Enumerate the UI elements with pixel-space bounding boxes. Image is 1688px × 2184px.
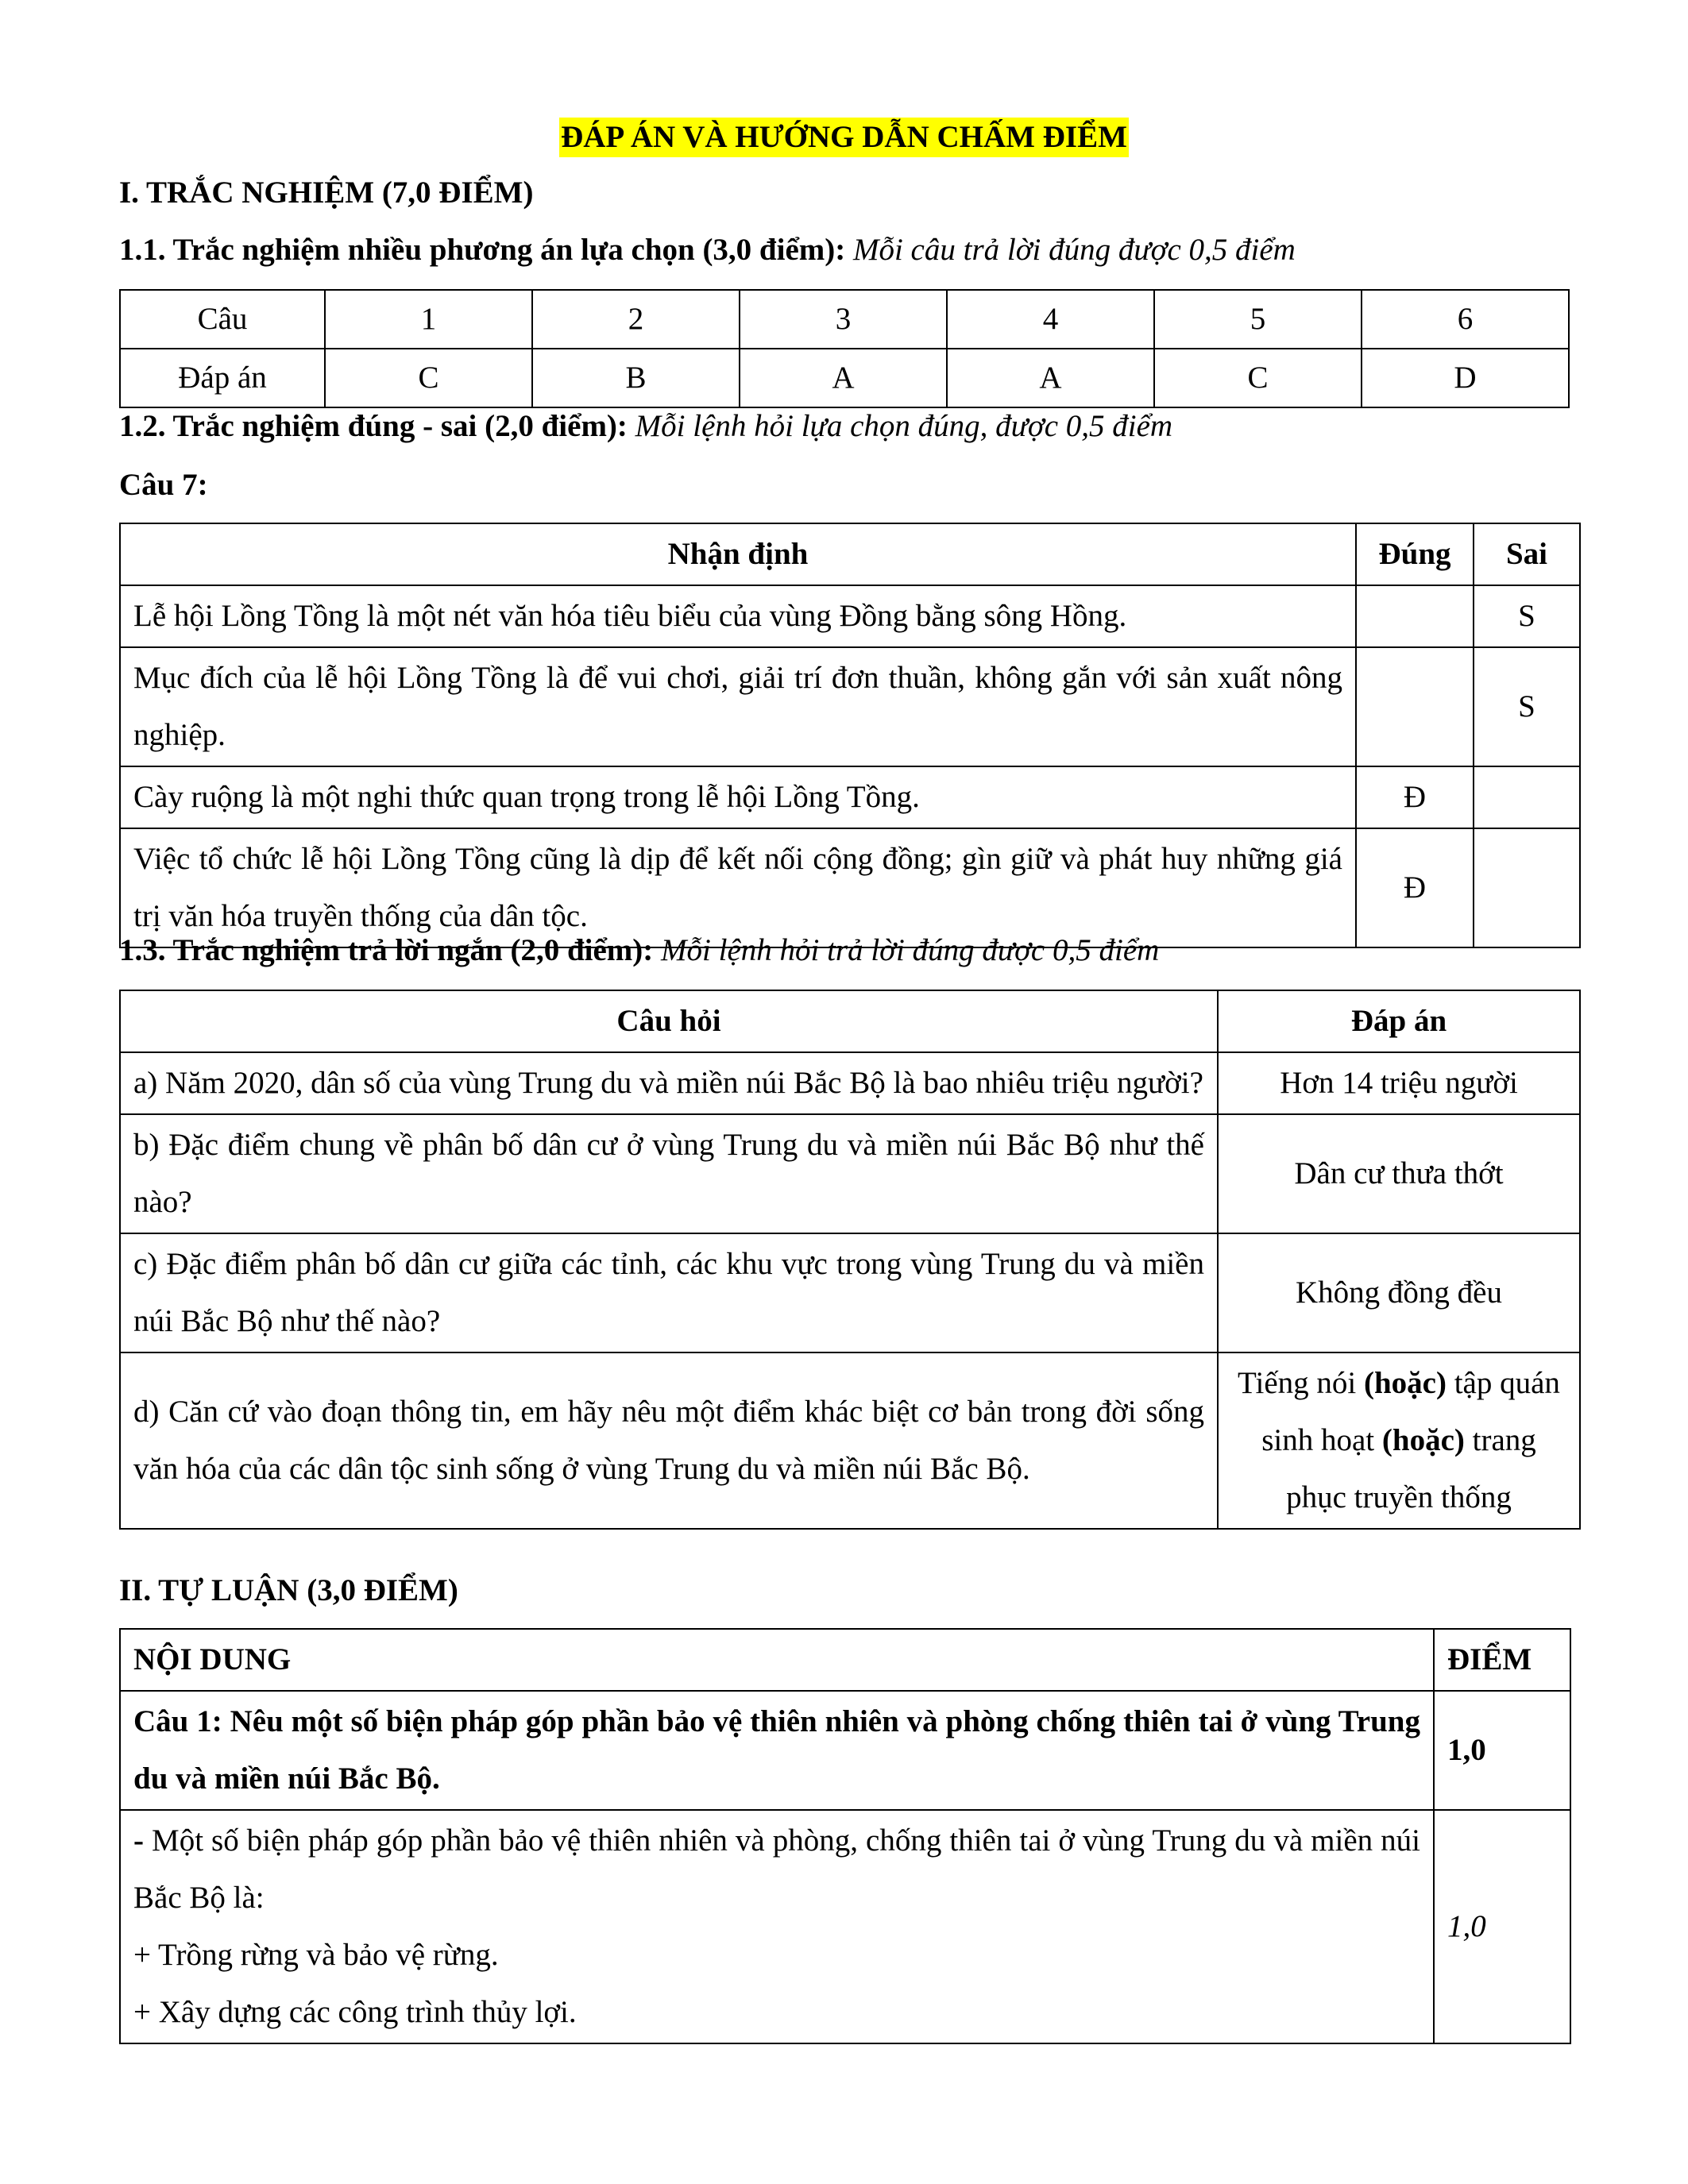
question-text: c) Đặc điểm phân bố dân cư giữa các tỉnh, các khu vực trong vùng Trung du và miền núi Bắc Bộ như thế nào? — [120, 1233, 1218, 1352]
true-mark — [1356, 647, 1474, 766]
false-mark: S — [1474, 647, 1580, 766]
mcq-row-header: Đáp án — [120, 349, 325, 407]
answer-item: + Xây dựng các công trình thủy lợi. — [133, 1995, 577, 2029]
question-7-label: Câu 7: — [119, 468, 208, 502]
table-row — [120, 1691, 1570, 1810]
essay-answer-1-score: 1,0 — [1434, 1810, 1570, 2043]
essay-question-1: Câu 1: Nêu một số biện pháp góp phần bảo vệ thiên nhiên và phòng chống thiên tai ở vùng Trung du và miền núi Bắc Bộ. — [120, 1691, 1434, 1810]
header-score: ĐIỂM — [1434, 1629, 1570, 1691]
mcq-question-number: 6 — [1362, 290, 1569, 349]
answer-intro: - Một số biện pháp góp phần bảo vệ thiên nhiên và phòng, chống thiên tai ở vùng Trung du và miền núi Bắc Bộ là: — [133, 1823, 1420, 1915]
part1-heading: I. TRẮC NGHIỆM (7,0 ĐIỂM) — [119, 176, 534, 210]
essay-answer-1 — [120, 1810, 1434, 2043]
table-row — [120, 1352, 1580, 1529]
table-row — [120, 1114, 1580, 1233]
mcq-answer: D — [1362, 349, 1569, 407]
section-1-1-label: 1.1. Trắc nghiệm nhiều phương án lựa chọn (3,0 điểm): — [119, 233, 846, 267]
answer-text: Hơn 14 triệu người — [1218, 1052, 1580, 1114]
table-row — [120, 1052, 1580, 1114]
table-row — [120, 647, 1580, 766]
short-answer-table — [119, 990, 1581, 1530]
statement-text: Cày ruộng là một nghi thức quan trọng trong lễ hội Lồng Tồng. — [120, 766, 1356, 828]
true-mark: Đ — [1356, 766, 1474, 828]
section-1-2-heading — [119, 407, 1172, 446]
question-text: d) Căn cứ vào đoạn thông tin, em hãy nêu một điểm khác biệt cơ bản trong đời sống văn hóa của các dân tộc sinh sống ở vùng Trung du và miền núi Bắc Bộ. — [120, 1352, 1218, 1529]
mcq-question-number: 2 — [532, 290, 740, 349]
essay-table — [119, 1628, 1571, 2044]
table-row — [120, 766, 1580, 828]
header-answer: Đáp án — [1218, 990, 1580, 1052]
true-false-table — [119, 523, 1581, 948]
section-1-1-note: Mỗi câu trả lời đúng được 0,5 điểm — [845, 233, 1296, 267]
question-text: a) Năm 2020, dân số của vùng Trung du và miền núi Bắc Bộ là bao nhiêu triệu người? — [120, 1052, 1218, 1114]
statement-text: Lễ hội Lồng Tồng là một nét văn hóa tiêu biểu của vùng Đồng bằng sông Hồng. — [120, 585, 1356, 647]
section-1-3-label: 1.3. Trắc nghiệm trả lời ngắn (2,0 điểm): — [119, 933, 654, 967]
header-statement: Nhận định — [120, 523, 1356, 585]
mcq-question-number: 1 — [325, 290, 532, 349]
mcq-question-number: 3 — [740, 290, 947, 349]
section-1-3-note: Mỗi lệnh hỏi trả lời đúng được 0,5 điểm — [653, 933, 1160, 967]
statement-text: Mục đích của lễ hội Lồng Tồng là để vui chơi, giải trí đơn thuần, không gắn với sản xuất nông nghiệp. — [120, 647, 1356, 766]
true-mark — [1356, 585, 1474, 647]
true-false-header-row — [120, 523, 1580, 585]
false-mark: S — [1474, 585, 1580, 647]
header-question: Câu hỏi — [120, 990, 1218, 1052]
table-row — [120, 585, 1580, 647]
mcq-answer-row — [120, 349, 1569, 407]
section-1-2-note: Mỗi lệnh hỏi lựa chọn đúng, được 0,5 điểm — [627, 409, 1173, 443]
table-row — [120, 1810, 1570, 2043]
true-mark: Đ — [1356, 828, 1474, 947]
mcq-answer: C — [1154, 349, 1362, 407]
part2-heading: II. TỰ LUẬN (3,0 ĐIỂM) — [119, 1573, 458, 1607]
statement-text: Việc tổ chức lễ hội Lồng Tồng cũng là dịp để kết nối cộng đồng; gìn giữ và phát huy những giá trị văn hóa truyền thống của dân tộc. — [120, 828, 1356, 947]
mcq-answer: A — [947, 349, 1154, 407]
mcq-row-header: Câu — [120, 290, 325, 349]
section-1-3-heading — [119, 931, 1159, 970]
document-title: ĐÁP ÁN VÀ HƯỚNG DẪN CHẤM ĐIỂM — [559, 118, 1129, 157]
mcq-answer-table — [119, 289, 1570, 408]
mcq-question-number: 4 — [947, 290, 1154, 349]
section-1-1-heading — [119, 230, 1296, 270]
mcq-answer: B — [532, 349, 740, 407]
mcq-answer: C — [325, 349, 532, 407]
false-mark — [1474, 766, 1580, 828]
mcq-answer: A — [740, 349, 947, 407]
question-text: b) Đặc điểm chung về phân bố dân cư ở vùng Trung du và miền núi Bắc Bộ như thế nào? — [120, 1114, 1218, 1233]
section-1-2-label: 1.2. Trắc nghiệm đúng - sai (2,0 điểm): — [119, 409, 628, 443]
answer-text: Tiếng nói (hoặc) tập quán sinh hoạt (hoặc) trang phục truyền thống — [1218, 1352, 1580, 1529]
table-row — [120, 828, 1580, 947]
short-answer-header-row — [120, 990, 1580, 1052]
answer-text: Không đồng đều — [1218, 1233, 1580, 1352]
mcq-question-number: 5 — [1154, 290, 1362, 349]
answer-item: + Trồng rừng và bảo vệ rừng. — [133, 1938, 499, 1972]
false-mark — [1474, 828, 1580, 947]
header-content: NỘI DUNG — [120, 1629, 1434, 1691]
mcq-question-row — [120, 290, 1569, 349]
table-row — [120, 1233, 1580, 1352]
answer-text: Dân cư thưa thớt — [1218, 1114, 1580, 1233]
essay-question-1-score: 1,0 — [1434, 1691, 1570, 1810]
essay-header-row — [120, 1629, 1570, 1691]
header-true: Đúng — [1356, 523, 1474, 585]
header-false: Sai — [1474, 523, 1580, 585]
